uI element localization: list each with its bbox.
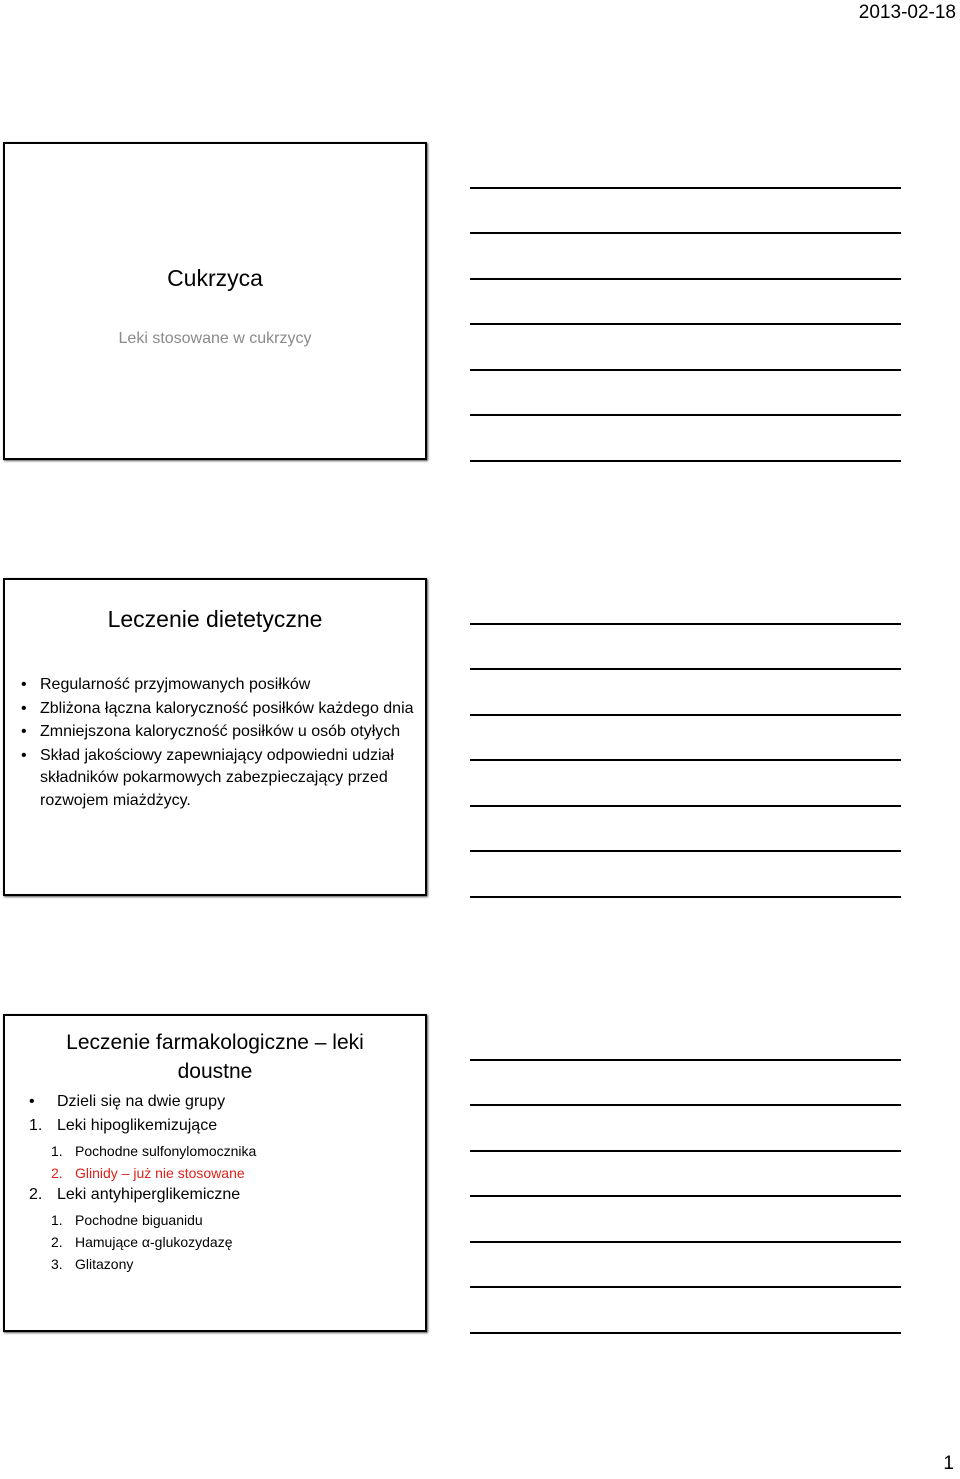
slide-2-bullet-list [21,674,421,813]
list-item: • Skład jakościowy zapewniający odpowiedni udział składników pokarmowych zabezpieczający przed rozwojem miażdżycy. [21,746,394,809]
list-item: 2. Hamujące α-glukozydazę [51,1234,233,1250]
list-item: 1. Pochodne sulfonylomocznika [51,1143,257,1159]
list-group-2: 2. Leki antyhiperglikemiczne [29,1186,241,1203]
slide-3-title: Leczenie farmakologiczne – leki doustne [66,1031,364,1083]
list-item: • Regularność przyjmowanych posiłków [21,676,311,693]
page-number: 1 [943,1453,954,1474]
list-item: • Zmniejszona kaloryczność posiłków u osób otyłych [21,723,401,740]
slide-3 [3,1014,427,1332]
slide-2-title: Leczenie dietetyczne [107,606,323,632]
list-item: 3. Glitazony [51,1256,134,1272]
page-date: 2013-02-18 [858,2,956,23]
list-intro: • Dzieli się na dwie grupy [29,1093,226,1110]
list-item: 1. Pochodne biguanidu [51,1212,203,1228]
list-item: 2. Glinidy – już nie stosowane [51,1165,245,1181]
slide-1 [3,142,427,460]
slide-1-title: Cukrzyca [167,265,263,291]
slide-2 [3,578,427,896]
list-group-1: 1. Leki hipoglikemizujące [29,1117,218,1134]
slide-1-subtitle: Leki stosowane w cukrzycy [118,330,312,347]
list-item: • Zbliżona łączna kaloryczność posiłków każdego dnia [21,699,414,717]
